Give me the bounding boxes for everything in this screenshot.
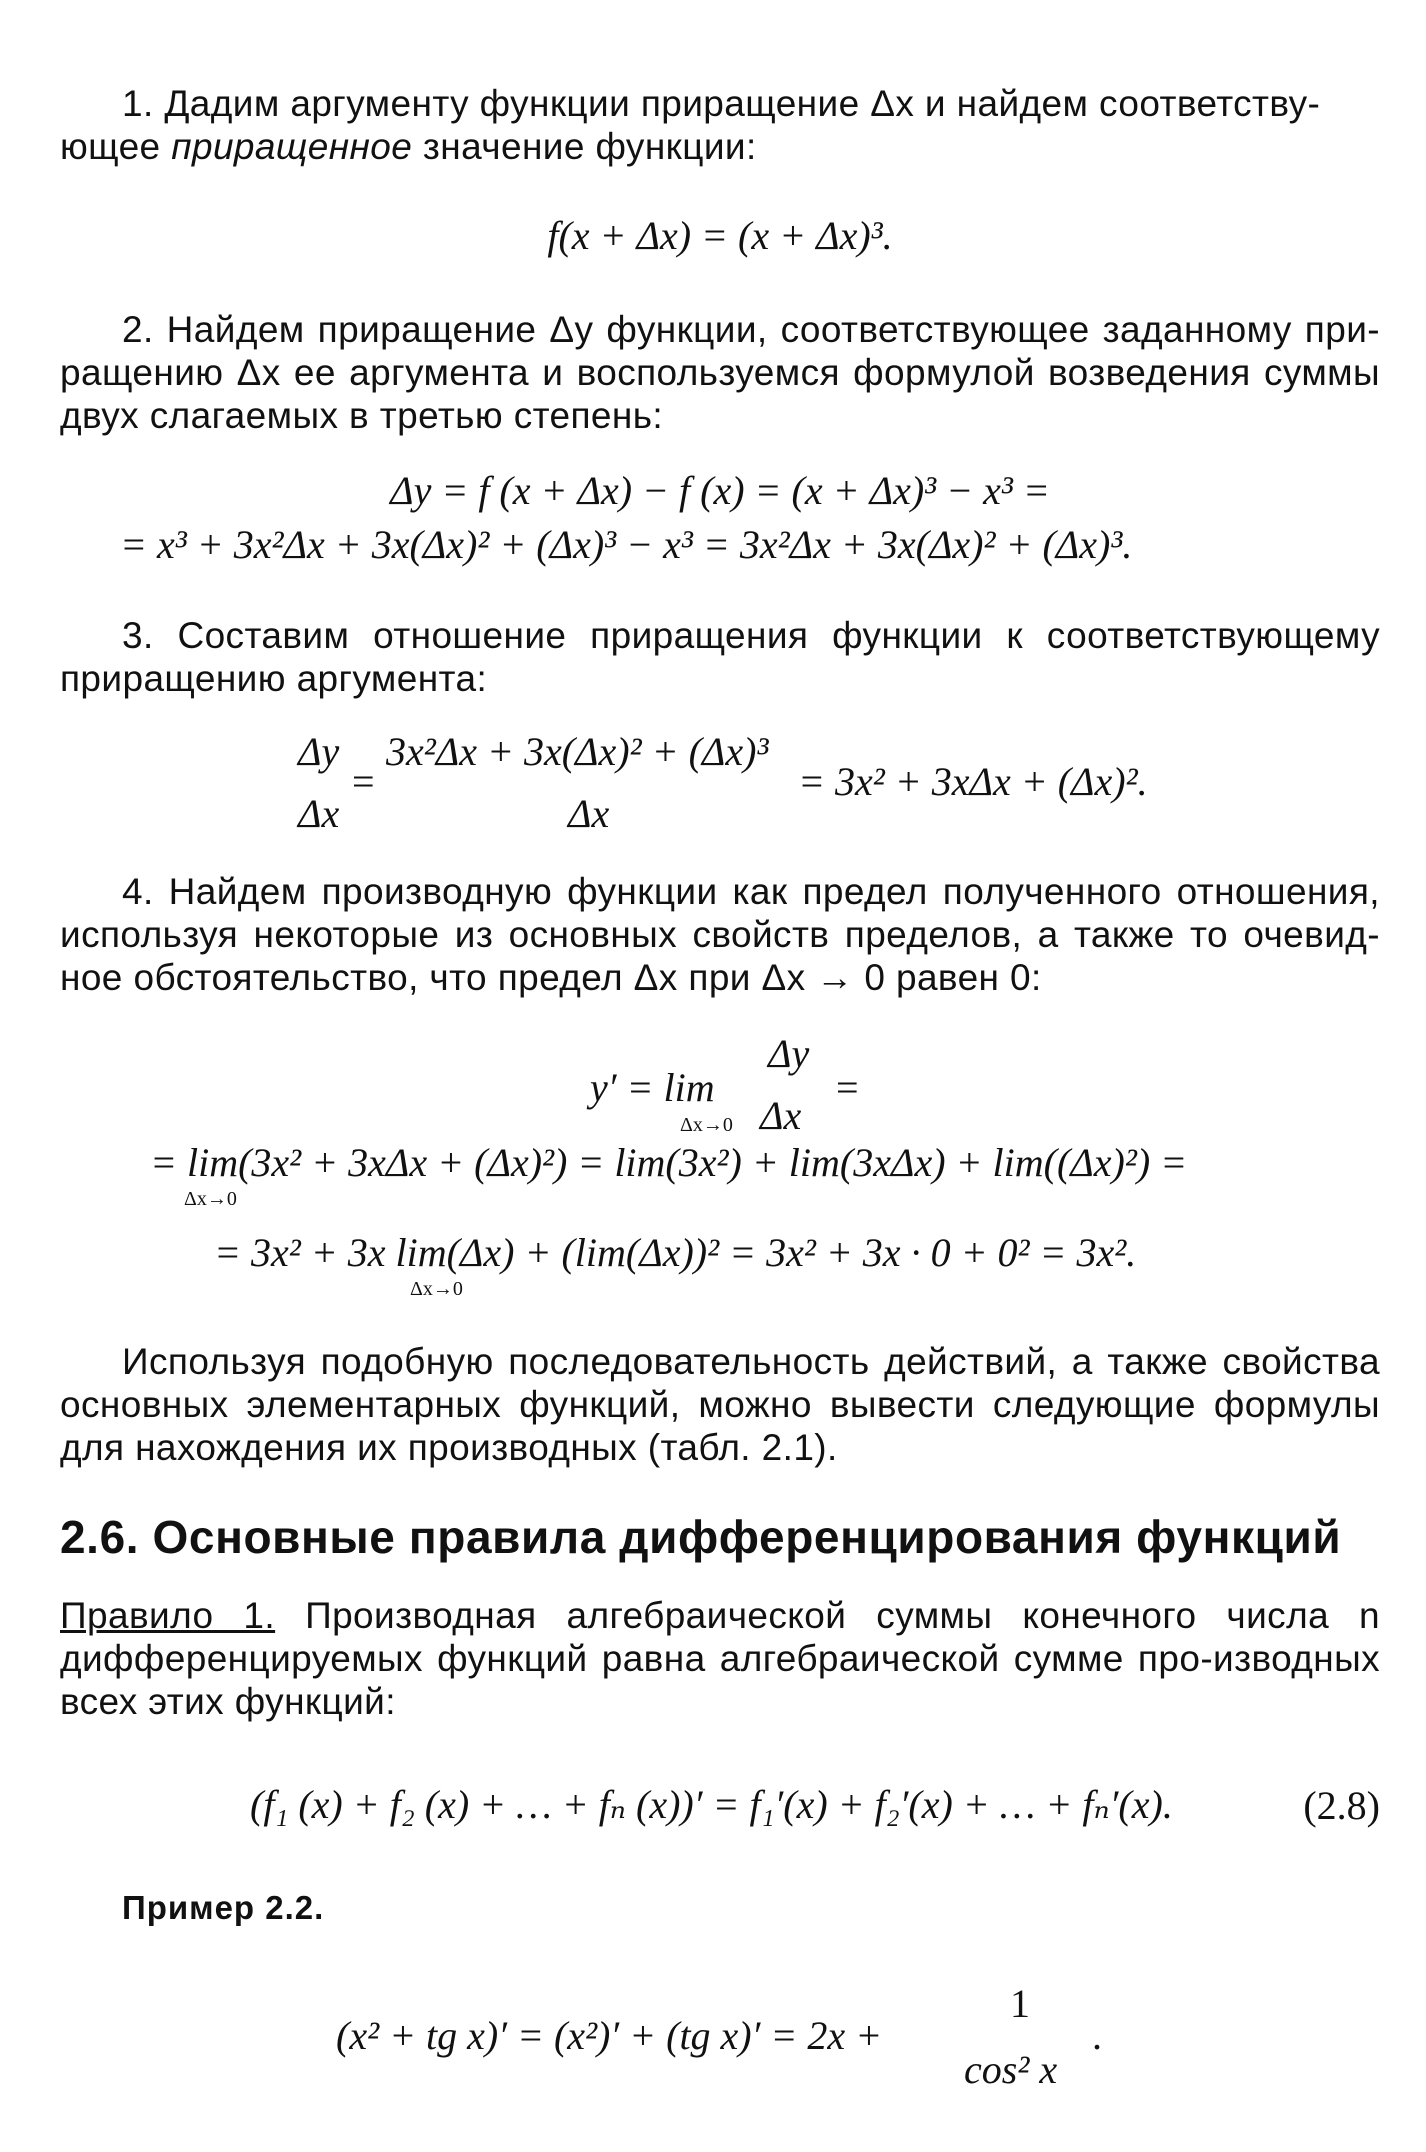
- step4-line1-numerator: Δy: [768, 1031, 810, 1076]
- step4-formula-line2: = lim(3x² + 3xΔx + (Δx)²) = lim(3x²) + lim(3xΔx) + lim((Δx)²) =: [150, 1140, 1188, 1185]
- equation-number: (2.8): [1303, 1783, 1380, 1828]
- step2-formula-line1: Δy = f (x + Δx) − f (x) = (x + Δx)³ − x³ =: [390, 468, 1050, 513]
- rule1-label: Правило 1.: [60, 1595, 276, 1636]
- example-denominator: cos² x: [964, 2047, 1058, 2092]
- step4-line3-subscript: Δx→0: [410, 1278, 463, 1300]
- step1-line-b-pre: ющее: [60, 126, 172, 167]
- step1-line-a: 1. Дадим аргументу функции приращение Δx и найдем соответству-: [122, 83, 1321, 124]
- step4-formula-line3: = 3x² + 3x lim(Δx) + (lim(Δx))² = 3x² + 3x · 0 + 0² = 3x².: [214, 1230, 1137, 1275]
- step1-line-b-post: значение функции:: [412, 126, 757, 167]
- step4-line1-equals: =: [836, 1065, 859, 1110]
- step4-line1-lhs: y′ = lim: [590, 1065, 715, 1110]
- step4-line2-subscript: Δx→0: [184, 1188, 237, 1210]
- rule1-formula: (f₁ (x) + f₂ (x) + … + fₙ (x))′ = f₁′(x) + f₂′(x) + … + fₙ′(x).: [250, 1782, 1173, 1827]
- step1-emphasis: приращенное: [171, 126, 413, 167]
- example-period: .: [1092, 2013, 1102, 2058]
- step1-formula: f(x + Δx) = (x + Δx)³.: [547, 213, 893, 258]
- example-numerator: 1: [1010, 1981, 1030, 2026]
- step3-mid-denominator: Δx: [568, 791, 610, 836]
- step4-line1-subscript: Δx→0: [680, 1114, 733, 1136]
- rule1-text: Производная алгебраической суммы конечного числа n дифференцируемых функций равна алгебраической сумме про-изводных всех этих функций:: [60, 1595, 1381, 1722]
- step2-paragraph: 2. Найдем приращение Δy функции, соответствующее заданному при-ращению Δx ее аргумента и воспользуемся формулой возведения суммы двух слагаемых в третью степень:: [60, 309, 1380, 436]
- step3-lhs-numerator: Δy: [298, 729, 340, 774]
- step2-formula-line2: = x³ + 3x²Δx + 3x(Δx)² + (Δx)³ − x³ = 3x²Δx + 3x(Δx)² + (Δx)³.: [120, 522, 1133, 567]
- step3-paragraph: 3. Составим отношение приращения функции к соответствующему приращению аргумента:: [60, 615, 1380, 699]
- step1-paragraph: [60, 82, 1380, 168]
- example-lhs: (x² + tg x)′ = (x²)′ + (tg x)′ = 2x +: [336, 2013, 883, 2058]
- section-heading: 2.6. Основные правила дифференцирования функций: [60, 1511, 1342, 1563]
- step3-rhs: = 3x² + 3xΔx + (Δx)².: [798, 759, 1148, 804]
- step3-lhs-denominator: Δx: [298, 791, 340, 836]
- step4-line1-denominator: Δx: [760, 1093, 802, 1138]
- step3-mid-numerator: 3x²Δx + 3x(Δx)² + (Δx)³: [386, 729, 769, 774]
- rule1-paragraph: [60, 1594, 1380, 1723]
- conclusion-paragraph: Используя подобную последовательность действий, а также свойства основных элементарных функций, можно вывести следующие формулы для нахождения их производных (табл. 2.1).: [60, 1341, 1380, 1468]
- step4-paragraph: 4. Найдем производную функции как предел полученного отношения, используя некоторые из основных свойств пределов, а также то очевид-ное обстоятельство, что предел Δx при Δx → 0 равен 0:: [60, 871, 1380, 998]
- step3-equals: =: [352, 759, 375, 804]
- example-label: Пример 2.2.: [122, 1889, 325, 1926]
